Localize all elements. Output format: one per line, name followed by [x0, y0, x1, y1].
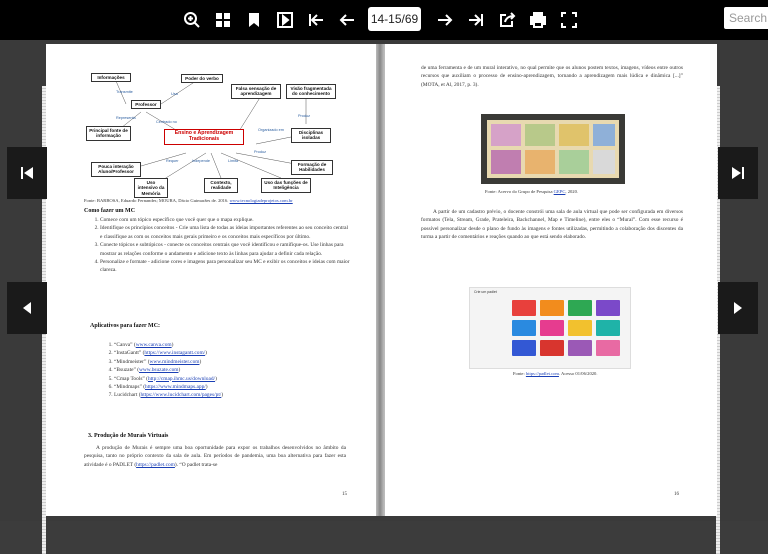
murais-link[interactable]: https://padlet.com [136, 461, 175, 468]
app-name: “Cmap Tools” [114, 375, 145, 382]
share-icon[interactable] [496, 9, 518, 31]
map-node-funcoes-inteligencia: Uso das funções de Inteligência [261, 178, 311, 193]
photo-tile [491, 124, 521, 146]
app-item: 7. Lucidchart (https://www.lucidchart.com/pages/pt/) [114, 391, 354, 399]
padlet-tile [596, 300, 620, 316]
map-node-poder-verbo: Poder do verbo [181, 74, 223, 83]
photo-caption-year: 2020. [567, 189, 579, 194]
step-item: 4. Personalize e formate - adicione cores e imagens para personalizar seu MC e exibir os conceitos e ideias com maior clareza. [100, 258, 350, 275]
app-link[interactable]: https://www.mindmaps.app/ [145, 383, 206, 390]
app-item: 3. “Mindmeister” (www.mindmeister.com) [114, 358, 354, 366]
first-page-icon [20, 166, 34, 180]
map-node-contexto: Contexto, realidade [204, 178, 238, 193]
app-name: “Canva” [114, 342, 133, 348]
right-page [384, 44, 717, 516]
app-item: 1. “Canva” (www.canva.com) [114, 341, 354, 349]
photo-tile [559, 124, 589, 146]
heading-aplicativos: Aplicativos para fazer MC: [90, 323, 161, 329]
map-caption-text: Fonte: BARBOSA, Eduardo Fernandes; MOURA, Dácio Guimarães de. 2016. [84, 198, 229, 203]
map-node-informacoes: Informações [91, 73, 131, 82]
print-icon[interactable] [527, 9, 549, 31]
photo-tile [525, 150, 555, 174]
map-label-organizado: Organizado em [258, 128, 284, 132]
last-page-icon [731, 166, 745, 180]
padlet-tile [512, 300, 536, 316]
map-label-representa: Representa [116, 116, 136, 120]
map-label-transmite: Transmite [116, 90, 133, 94]
padlet-tile [540, 340, 564, 356]
padlet-screenshot [469, 287, 631, 369]
apps-list [102, 341, 354, 400]
map-node-uso-memoria: Uso intensivo da Memória [134, 178, 168, 198]
search-input[interactable]: Search [724, 7, 768, 29]
toolbar [0, 0, 768, 40]
bookmark-icon[interactable] [243, 9, 265, 31]
app-name: “Mindmeister” [114, 358, 147, 365]
concept-map [86, 66, 336, 196]
screen-caption-text: Fonte: [513, 371, 525, 376]
classroom-photo [481, 114, 625, 184]
padlet-tile [568, 340, 592, 356]
photo-tile [525, 124, 555, 146]
app-name: “Bsuzate” [114, 367, 136, 374]
app-link[interactable]: http://cmap.ihmc.us/download/ [147, 375, 216, 382]
zoom-in-icon[interactable] [181, 9, 203, 31]
app-link[interactable]: www.canva.com [135, 342, 172, 348]
map-node-visao-fragmentada: Visão fragmentada do conhecimento [286, 84, 336, 99]
app-item: 5. “Cmap Tools” (http://cmap.ihmc.us/download/) [114, 375, 354, 383]
intro-paragraph: de uma ferramenta e de um mural interativo, no qual permite que os alunos postem textos, imagens, vídeos entre outros recursos que auxiliam o processo de ensino-aprendizagem, tornando a aprendizagem mais lúdica e dinâmica [...]” (MOTA, et Al, 2017, p. 3). [421, 65, 683, 88]
next-page-icon[interactable] [434, 9, 456, 31]
first-page-side-button[interactable] [7, 147, 47, 199]
play-icon[interactable] [274, 9, 296, 31]
screenshot-caption [513, 370, 693, 377]
step-item: 1. Comece com um tópico específico que você quer que o mapa explique. [100, 216, 350, 224]
padlet-tile [512, 340, 536, 356]
map-label-independe: Independe [192, 159, 210, 163]
map-label-limita: Limita [228, 159, 239, 163]
prev-page-icon[interactable] [336, 9, 358, 31]
page-indicator[interactable]: 14-15/69 [368, 7, 421, 31]
photo-caption: Fonte: Acervo do Grupo de Pesquisa GEPC, 2020. [485, 189, 579, 194]
first-page-icon[interactable] [305, 9, 327, 31]
fullscreen-icon[interactable] [558, 9, 580, 31]
photo-tile [491, 150, 521, 174]
book-spine [376, 44, 384, 516]
padlet-tile [568, 320, 592, 336]
photo-caption-text: Fonte: Acervo do Grupo de Pesquisa [485, 189, 553, 194]
step-item: 3. Conecte tópicos e subtópicos - conecte os conceitos centrais que você identificou e ramifique-os. Use linhas para mostrar as relações conforme o andamento e adicione texto às linhas para ajudar a definir cada relação. [100, 241, 350, 258]
padlet-title: Crie um padlet [474, 290, 497, 294]
app-item: 6. “Mindmaps” (https://www.mindmaps.app/) [114, 383, 354, 391]
padlet-tile [596, 340, 620, 356]
padlet-tile [512, 320, 536, 336]
map-node-professor: Professor [131, 100, 161, 109]
last-page-side-button[interactable] [718, 147, 758, 199]
map-node-pouca-interacao: Pouca interação Aluno/Professor [91, 162, 141, 177]
photo-caption-link[interactable]: GEPC [553, 189, 566, 194]
map-node-principal-fonte: Principal fonte de informação [86, 126, 131, 141]
book-viewer [0, 40, 768, 521]
prev-page-icon [20, 301, 34, 315]
map-caption-link[interactable]: www.tecnologiadeprojetos.com.br [229, 198, 293, 203]
steps-list [88, 216, 350, 275]
thumbnails-icon[interactable] [212, 9, 234, 31]
padlet-tiles [512, 300, 626, 364]
map-node-center: Ensino e Aprendizagem Tradicionais [164, 129, 244, 145]
app-name: “InstaGantt” [114, 350, 142, 357]
heading-murais: 3. Produção de Murais Virtuais [88, 433, 169, 439]
map-label-produz-1: Produz [298, 114, 311, 118]
next-page-icon [731, 301, 745, 315]
map-node-falsa-sensacao: Falsa sensação de aprendizagem [231, 84, 281, 99]
padlet-tile [540, 300, 564, 316]
photo-tile [593, 150, 615, 174]
heading-como-fazer: Como fazer um MC [84, 208, 136, 214]
photo-tile [593, 124, 615, 146]
app-link[interactable]: https://www.lucidchart.com/pages/pt/ [140, 392, 222, 399]
last-page-icon[interactable] [465, 9, 487, 31]
app-name: Lucidchart [114, 392, 138, 399]
app-item: 2. “InstaGantt” (https://www.instagantt.com/) [114, 349, 354, 357]
photo-tile [559, 150, 589, 174]
screen-caption-tail: . Acesso 01/06/2020. [558, 371, 598, 376]
murais-text: A produção de Murais é sempre uma boa oportunidade para expor os trabalhos desenvolvidos no âmbito da pesquisa, tanto no próprio contexto da sala de aula. Em períodos de pandemia, uma boa alternativa para fazer esta atividade é o PADLET [84, 445, 346, 468]
app-item: 4. “Bsuzate” (www.bsuzate.com) [114, 366, 354, 374]
map-label-requer: Requer [166, 159, 179, 163]
page-number-left: 15 [342, 492, 347, 497]
map-node-disciplinas: Disciplinas isoladas [291, 128, 331, 143]
map-caption [84, 197, 364, 204]
map-node-formacao: Formação de Habilidades [291, 160, 333, 175]
murais-paragraph: A produção de Murais é sempre uma boa oportunidade para expor os trabalhos desenvolvidos no âmbito da pesquisa, tanto no próprio contexto da sala de aula. Em períodos de pandemia, uma boa alternativa para fazer esta atividade é o PADLET (https://padlet.com). “O padlet trata-se [84, 445, 346, 468]
app-link[interactable]: https://www.instagantt.com/ [144, 350, 206, 357]
prev-page-side-button[interactable] [7, 282, 47, 334]
left-page [46, 44, 377, 516]
padlet-tile [568, 300, 592, 316]
padlet-tile [596, 320, 620, 336]
step-item: 2. Identifique os princípios conceitos - Crie uma lista de todas as ideias importantes referentes ao seu conceito central e classifique as com os conceitos mais gerais primeiro e os conceitos mais específicos por último. [100, 224, 350, 241]
app-name: “Mindmaps” [114, 383, 142, 390]
app-link[interactable]: www.bsuzate.com [139, 367, 179, 374]
map-label-usa: Usa [171, 92, 178, 96]
map-label-centrado: Centrado no [156, 120, 177, 124]
padlet-tile [540, 320, 564, 336]
app-link[interactable]: www.mindmeister.com [149, 358, 200, 365]
next-page-side-button[interactable] [718, 282, 758, 334]
page-number-right: 16 [674, 492, 679, 497]
photo-screen [487, 120, 619, 178]
body-paragraph: A partir de um cadastro prévio, o docente constrói uma sala de aula virtual que pode ser configurada em diversos formatos (Tela, Stream, Grade, Prateleira, Backchannel, Map e Timeline), entre eles o “Mural”. Com esse recurso é possível personalizar desde o plano de fundo às imagens e fontes utilizadas, permitindo a colaboração dos discentes da turma a partir de comentários e reações quando ao que está sendo elaborado. [421, 209, 683, 241]
map-label-produz-2: Produz [254, 150, 267, 154]
screen-caption-link[interactable]: https://padlet.com [525, 371, 559, 376]
murais-tail: “O padlet trata-se [179, 461, 218, 468]
